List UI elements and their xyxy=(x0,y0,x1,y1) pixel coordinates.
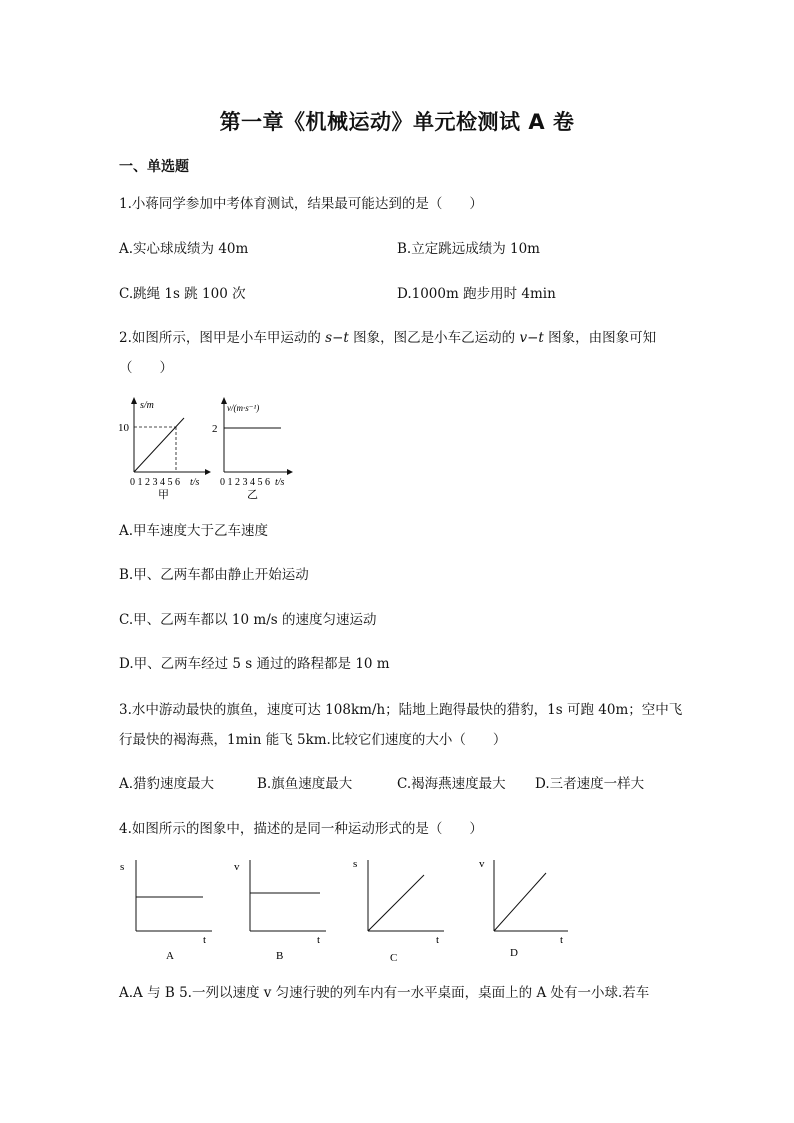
x-axis-label: t/s xyxy=(275,477,285,488)
y-axis-label: s xyxy=(120,861,125,873)
q2-option-b: B.甲、乙两车都由静止开始运动 xyxy=(119,567,309,583)
q1-option-b: B.立定跳远成绩为 10m xyxy=(397,241,540,257)
q3-option-d: D.三者速度一样大 xyxy=(535,776,645,792)
graph-line xyxy=(494,873,546,931)
q3-option-c: C.褐海燕速度最大 xyxy=(397,776,506,792)
q3-stem-line1: 3.水中游动最快的旗鱼，速度可达 108km/h；陆地上跑得最快的猎豹，1s 可跑 40m；空中飞 xyxy=(119,702,683,718)
y-tick-label: 10 xyxy=(118,422,129,434)
graph-label: B xyxy=(276,950,284,962)
q2-st-symbol: s−t xyxy=(325,330,349,346)
graph-label: D xyxy=(510,947,518,959)
x-axis-label: t xyxy=(560,934,564,946)
q4-graph-d xyxy=(476,855,576,965)
y-tick-label: 2 xyxy=(212,423,218,435)
section-title: 一、单选题 xyxy=(119,159,189,175)
graph-line xyxy=(368,875,424,931)
graph-label: C xyxy=(390,952,398,964)
q1-option-d: D.1000m 跑步用时 4min xyxy=(397,286,556,302)
q3-stem-line2: 行最快的褐海燕，1min 能飞 5km.比较它们速度的大小（ ） xyxy=(119,732,507,748)
graph-label: A xyxy=(166,950,174,962)
vt-graph xyxy=(207,394,297,502)
q2-figure-jia xyxy=(112,394,212,502)
y-axis-label: s/m xyxy=(140,400,154,411)
figure-caption: 甲 xyxy=(158,489,169,501)
q2-option-c: C.甲、乙两车都以 10 m/s 的速度匀速运动 xyxy=(119,612,377,628)
y-axis-label: v/(m·s⁻¹) xyxy=(227,403,260,413)
figure-caption: 乙 xyxy=(247,489,258,501)
q2-stem-mid: 图象，图乙是小车乙运动的 xyxy=(348,330,520,346)
q2-stem xyxy=(119,328,656,348)
q1-option-c: C.跳绳 1s 跳 100 次 xyxy=(119,286,246,302)
x-axis-label: t xyxy=(317,934,321,946)
y-axis-label: v xyxy=(234,861,240,873)
q2-stem-line2: （ ） xyxy=(119,360,173,376)
q4-answer-and-q5-start: A.A 与 B 5.一列以速度 v 匀速行驶的列车内有一水平桌面，桌面上的 A 处有一小球.若车 xyxy=(119,985,650,1001)
q3-option-a: A.猎豹速度最大 xyxy=(119,776,215,792)
x-tick-labels: 0 1 2 3 4 5 6 xyxy=(130,477,180,488)
q2-stem-post: 图象，由图象可知 xyxy=(543,330,657,346)
x-axis-label: t/s xyxy=(190,477,200,488)
q2-option-d: D.甲、乙两车经过 5 s 通过的路程都是 10 m xyxy=(119,656,390,672)
q2-stem-pre: 2.如图所示，图甲是小车甲运动的 xyxy=(119,330,326,346)
q4-graph-b xyxy=(232,855,332,965)
q1-option-a: A.实心球成绩为 40m xyxy=(119,241,249,257)
q3-option-b: B.旗鱼速度最大 xyxy=(257,776,353,792)
q4-stem: 4.如图所示的图象中，描述的是同一种运动形式的是（ ） xyxy=(119,821,483,837)
q4-graph-a xyxy=(118,855,218,965)
q2-vt-symbol: v−t xyxy=(519,330,544,346)
x-axis-label: t xyxy=(203,934,207,946)
q1-stem: 1.小蒋同学参加中考体育测试，结果最可能达到的是（ ） xyxy=(119,196,483,212)
page-title: 第一章《机械运动》单元检测试 A 卷 xyxy=(219,110,575,134)
q2-figure-yi xyxy=(207,394,297,502)
y-axis-label: v xyxy=(479,858,485,870)
st-graph xyxy=(112,394,212,502)
q2-option-a: A.甲车速度大于乙车速度 xyxy=(119,523,269,539)
y-axis-arrow xyxy=(131,397,137,404)
x-axis-label: t xyxy=(436,934,440,946)
y-axis-label: s xyxy=(353,858,358,870)
x-tick-labels: 0 1 2 3 4 5 6 xyxy=(220,477,270,488)
st-line xyxy=(134,418,184,472)
q4-graph-c xyxy=(350,855,450,965)
x-axis-arrow xyxy=(287,469,293,475)
